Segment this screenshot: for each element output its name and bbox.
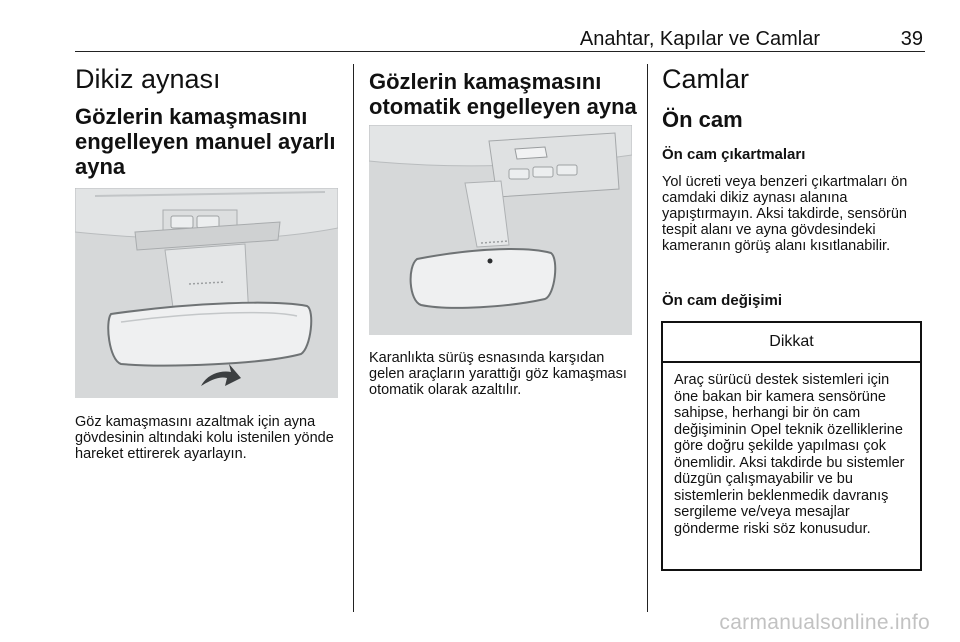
subheading-automatic-antiglare: Gözlerin kamaşmasını otomatik engelleyen ayna [369, 69, 637, 119]
column-divider-right [647, 64, 648, 612]
manual-mirror-drawing [75, 188, 338, 398]
subsection-title-stickers: Ön cam çıkartmaları [662, 146, 806, 163]
manual-mirror-illustration [75, 188, 338, 398]
caution-notice-text: Araç sürücü destek sistemleri için öne bakan bir kamera sensörüne sahipse, herhangi bir ön cam değişiminin Opel teknik özelliklerine göre doğru şekilde yapılması çok önemlidir. Aksi takdirde bu sistemler düzgün çalışmayabilir ve bu sistemlerin beklenmedik davranış sergileme ve/veya mesajlar gönderme riski söz konusudur. [674, 372, 905, 537]
running-header-title: Anahtar, Kapılar ve Camlar [579, 28, 820, 50]
column-divider-left [353, 64, 354, 612]
section-heading-windows: Camlar [662, 64, 750, 94]
caution-notice-box [661, 321, 922, 571]
stickers-paragraph: Yol ücreti veya benzeri çıkartmaları ön camdaki dikiz aynası alanına yapıştırmayın. Aksi takdirde, sensörün tespit alanı ve ayna gövdesindeki kameranın görüş alanı kısıtlanabilir. [662, 174, 908, 254]
automatic-mirror-caption: Karanlıkta sürüş esnasında karşıdan gelen araçların yarattığı göz kamaşması otomatik olarak azaltılır. [369, 350, 627, 398]
subheading-manual-antiglare: Gözlerin kamaşmasını engelleyen manuel ayarlı ayna [75, 104, 336, 179]
watermark: carmanualsonline.info [719, 611, 930, 634]
subheading-windscreen: Ön cam [662, 107, 743, 132]
manual-mirror-caption: Göz kamaşmasını azaltmak için ayna gövdesinin altındaki kolu istenilen yönde hareket ettirerek ayarlayın. [75, 414, 334, 462]
automatic-mirror-drawing [369, 125, 632, 335]
header-rule [75, 51, 925, 52]
section-heading-rear-mirror: Dikiz aynası [75, 64, 221, 94]
page-number: 39 [900, 28, 923, 50]
automatic-mirror-illustration [369, 125, 632, 335]
caution-notice-title: Dikkat [663, 323, 920, 363]
subsection-title-replacement: Ön cam değişimi [662, 292, 783, 309]
